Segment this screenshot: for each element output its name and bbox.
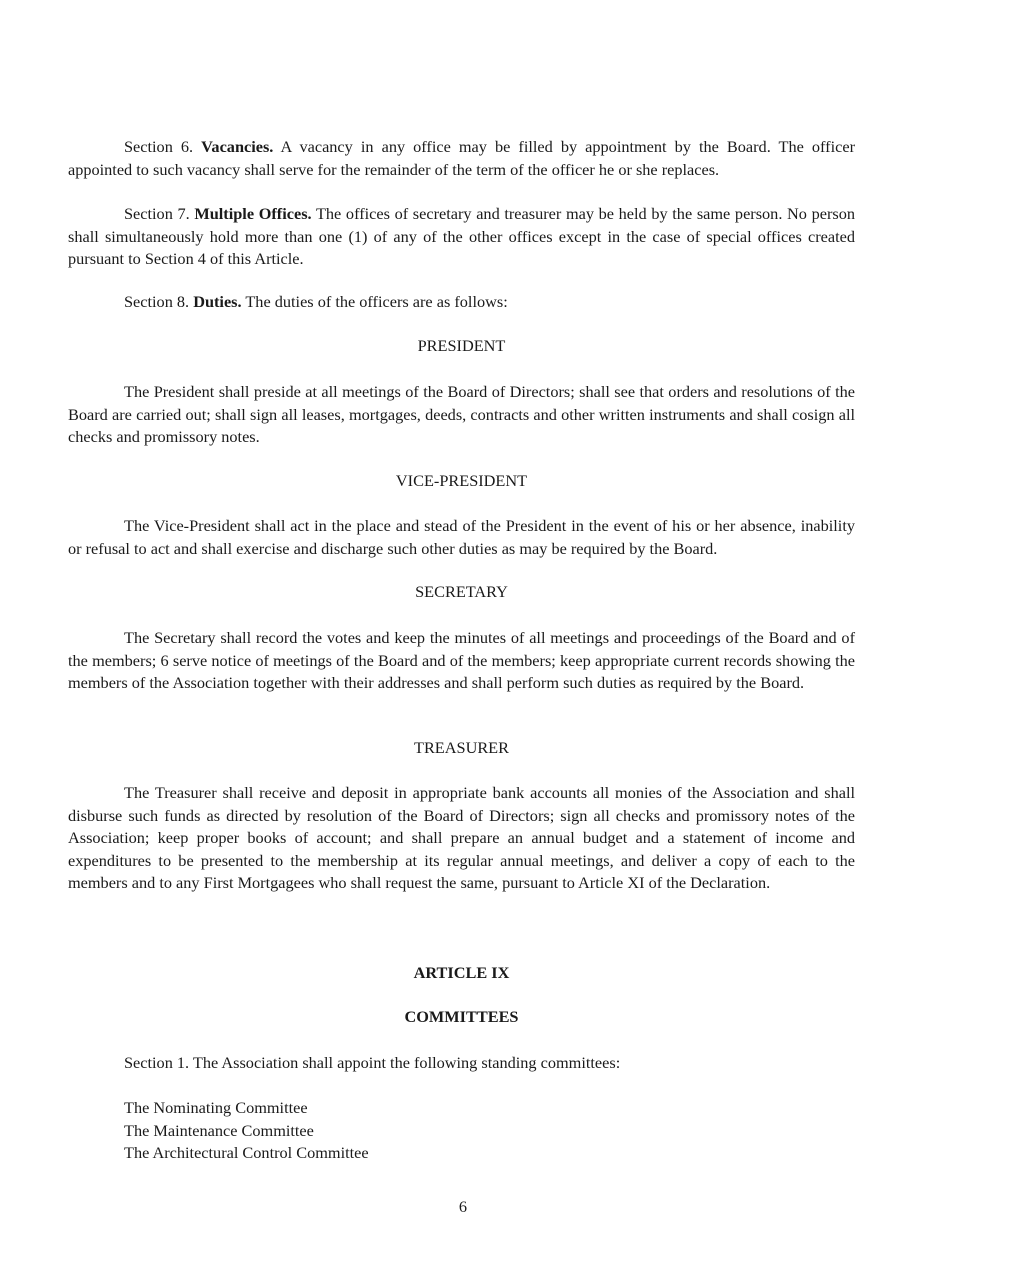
article-number: ARTICLE IX	[413, 963, 510, 982]
article-title: COMMITTEES	[404, 1007, 519, 1026]
section-6-title: Vacancies.	[201, 137, 274, 156]
section-7-paragraph	[68, 203, 855, 271]
section-7-body: The offices of secretary and treasurer may be held by the same person. No person shall simultaneously hold more than one (1) of any of the other offices except in the case of special offices created pursuant to Section 4 of this Article.	[68, 204, 856, 268]
section-6-prefix: Section 6.	[124, 137, 202, 156]
article-section-1: Section 1. The Association shall appoint the following standing committees:	[124, 1053, 621, 1072]
section-8-prefix: Section 8.	[124, 292, 194, 311]
section-8-body: The duties of the officers are as follows:	[241, 292, 508, 311]
committee-list	[124, 1097, 369, 1165]
list-item: The Nominating Committee	[124, 1098, 308, 1117]
secretary-heading: SECRETARY	[415, 582, 508, 601]
section-8-title: Duties.	[193, 292, 242, 311]
president-paragraph: The President shall preside at all meetings of the Board of Directors; shall see that orders and resolutions of the Board are carried out; shall sign all leases, mortgages, deeds, contracts and other written instruments and shall cosign all checks and promissory notes.	[68, 382, 855, 446]
section-7-prefix: Section 7.	[124, 204, 195, 223]
treasurer-paragraph: The Treasurer shall receive and deposit in appropriate bank accounts all monies of the Association and shall disburse such funds as directed by resolution of the Board of Directors; sign all checks and promissory notes of the Association; keep proper books of account; and shall prepare an annual budget and a statement of income and expenditures to be presented to the membership at its regular annual meetings, and deliver a copy of each to the members and to any First Mortgagees who shall request the same, pursuant to Article XI of the Declaration.	[68, 783, 855, 892]
section-6-body: A vacancy in any office may be filled by appointment by the Board. The officer appointed to such vacancy shall serve for the remainder of the term of the officer he or she replaces.	[68, 137, 855, 179]
list-item: The Architectural Control Committee	[124, 1143, 369, 1162]
secretary-paragraph: The Secretary shall record the votes and keep the minutes of all meetings and proceedings of the Board and of the members; 6 serve notice of meetings of the Board and of the members; keep appropriate current records showing the members of the Association together with their addresses and shall perform such duties as required by the Board.	[68, 628, 855, 692]
vice-president-heading: VICE-PRESIDENT	[395, 471, 528, 490]
list-item: The Maintenance Committee	[124, 1120, 314, 1140]
president-heading: PRESIDENT	[417, 336, 506, 355]
section-6-paragraph	[68, 136, 855, 181]
vice-president-paragraph: The Vice-President shall act in the place and stead of the President in the event of his or her absence, inability or refusal to act and shall exercise and discharge such other duties as may be required by the Board.	[68, 516, 855, 558]
treasurer-heading: TREASURER	[414, 738, 509, 757]
section-8-paragraph	[68, 291, 855, 314]
section-7-title: Multiple Offices.	[194, 204, 312, 223]
page-number: 6	[458, 1197, 468, 1216]
